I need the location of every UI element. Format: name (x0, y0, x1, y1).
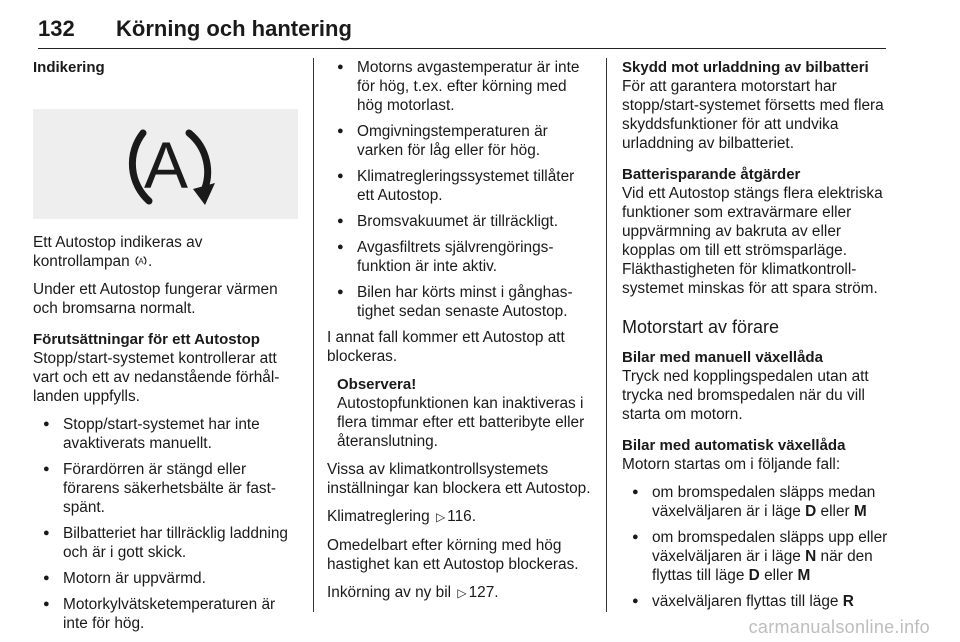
page-ref-icon: ▷ (435, 510, 446, 524)
bullet-list (327, 58, 595, 321)
svg-text:A: A (138, 257, 144, 267)
note-box (327, 375, 595, 451)
chapter-title: Körning och hantering (116, 16, 352, 41)
paragraph: Stopp/start-systemet kontrollerar att vart och ett av nedanstående förhållanden uppfylls. (33, 350, 280, 405)
heading-automatisk: Bilar med automatisk växellåda (622, 437, 846, 454)
heading-batterisparande: Batterisparande åtgärder (622, 166, 801, 183)
column-2 (327, 58, 595, 612)
column-divider (606, 58, 607, 612)
list-item: ● Klimatregleringssystemet tillåter ett Autostop. (327, 167, 595, 205)
note-title: Observera! (337, 376, 417, 393)
autostop-letter: A (143, 128, 189, 202)
page-ref-icon: ▷ (457, 586, 467, 600)
list-item: ● Bilen har körts minst i gånghastighet sedan senaste Autostop. (327, 283, 595, 321)
paragraph: Ett Autostop indikeras av kontrollampan A . (33, 234, 203, 270)
list-item: ● Stopp/start-systemet har inte avaktiverats manuellt. (33, 415, 298, 453)
paragraph: Motorn startas om i följande fall: (622, 456, 841, 473)
paragraph: Under ett Autostop fungerar värmen och bromsarna normalt. (33, 281, 278, 317)
list-item: ● Motorns avgastemperatur är inte för hög, t.ex. efter körning med hög motorlast. (327, 58, 595, 115)
list-item: ● Avgasfiltrets självrengöringsfunktion är inte aktiv. (327, 238, 595, 276)
autostop-indicator-icon (33, 109, 298, 219)
bullet-list (33, 415, 298, 633)
cross-reference: Klimatreglering ▷ 116. (327, 508, 476, 525)
heading-indikering: Indikering (33, 59, 105, 76)
list-item: ● om bromspedalen släpps upp eller växelväljaren är i läge N när den flyttas till läge D eller M (622, 528, 890, 585)
page-number: 132 (38, 16, 75, 41)
list-item: ● Förardörren är stängd eller förarens säkerhetsbälte är fastspänt. (33, 460, 298, 517)
heading-forutsattningar: Förutsättningar för ett Autostop (33, 331, 260, 348)
column-3 (622, 58, 890, 618)
cross-reference: Inkörning av ny bil ▷ 127. (327, 584, 499, 601)
section-title: Motorstart av förare (622, 317, 780, 337)
heading-manuell: Bilar med manuell växellåda (622, 349, 823, 366)
page-header (38, 14, 886, 49)
column-divider (313, 58, 314, 612)
autostop-small-icon (134, 254, 148, 268)
column-1 (33, 58, 298, 640)
watermark: carmanualsonline.info (748, 617, 930, 637)
paragraph: I annat fall kommer ett Autostop att blockeras. (327, 329, 565, 365)
paragraph: Vid ett Autostop stängs flera elektriska funktioner som extravärmare eller uppvärmning av bakruta av eller kopplas om till ett strömsparläge. Fläkthastigheten för klimatkontrollsystemet minskas för att spara ström. (622, 185, 883, 297)
paragraph: Vissa av klimatkontrollsystemets inställningar kan blockera ett Autostop. (327, 461, 591, 497)
paragraph: För att garantera motorstart har stopp/start-systemet försetts med flera skyddsfunktioner för att undvika urladdning av bilbatteriet. (622, 78, 884, 152)
list-item: ● Omgivningstemperaturen är varken för låg eller för hög. (327, 122, 595, 160)
list-item: ● om bromspedalen släpps medan växelväljaren är i läge D eller M (622, 483, 890, 521)
note-body: Autostopfunktionen kan inaktiveras i flera timmar efter ett batteribyte eller återanslutning. (337, 395, 585, 450)
paragraph: Tryck ned kopplingspedalen utan att trycka ned bromspedalen när du vill starta om motorn. (622, 368, 869, 423)
heading-skydd: Skydd mot urladdning av bilbatteri (622, 59, 869, 76)
paragraph: Omedelbart efter körning med hög hastighet kan ett Autostop blockeras. (327, 537, 579, 573)
list-item: ● Motorkylvätsketemperaturen är inte för hög. (33, 595, 298, 633)
list-item: ● Bilbatteriet har tillräcklig laddning och är i gott skick. (33, 524, 298, 562)
autostop-figure (33, 109, 298, 219)
bullet-list (622, 483, 890, 611)
list-item: ● växelväljaren flyttas till läge R (622, 592, 890, 611)
list-item: ● Motorn är uppvärmd. (33, 569, 298, 588)
list-item: ● Bromsvakuumet är tillräckligt. (327, 212, 595, 231)
